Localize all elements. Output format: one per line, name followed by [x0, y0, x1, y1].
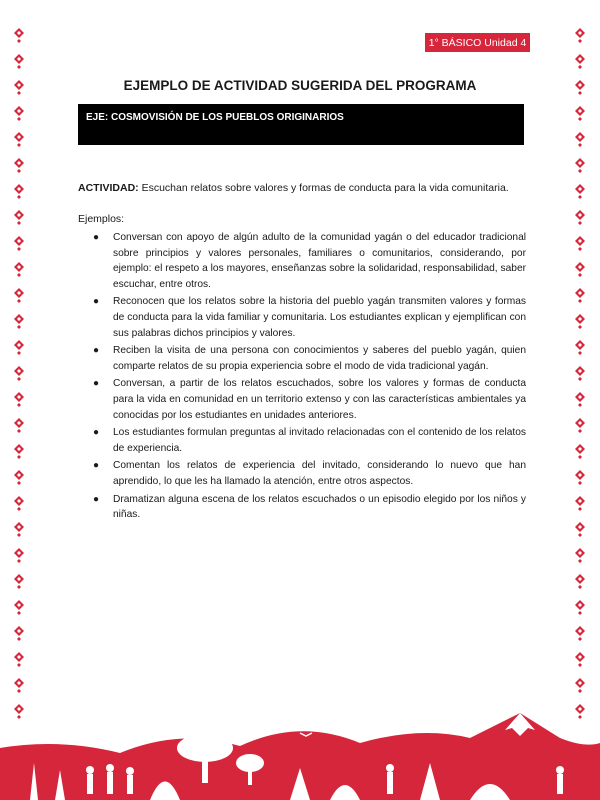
list-item [78, 294, 526, 341]
activity-label: ACTIVIDAD: [78, 182, 139, 194]
examples-list [78, 230, 526, 525]
list-item-text: Los estudiantes formulan preguntas al invitado relacionadas con el contenido de los relatos de experiencia. [113, 427, 526, 454]
list-item-text: Conversan con apoyo de algún adulto de la comunidad yagán o del educador tradicional sobre principios y valores personales, familiares o comunitarios, considerando, por ejemplo: el respeto a los mayores, enseñanzas sobre la solidaridad, responsabilidad, saber escuchar, entre otros. [113, 232, 526, 290]
list-item [78, 492, 526, 523]
examples-label: Ejemplos: [78, 213, 125, 225]
activity-statement [78, 182, 528, 194]
footer-landscape-illustration [0, 708, 600, 800]
activity-text: Escuchan relatos sobre valores y formas de conducta para la vida comunitaria. [141, 182, 509, 194]
list-item [78, 376, 526, 423]
unit-tab: 1° BÁSICO Unidad 4 [425, 33, 530, 52]
list-item [78, 230, 526, 292]
bullet-icon: ● [93, 378, 100, 390]
list-item-text: Dramatizan alguna escena de los relatos escuchados o un episodio elegido por los niños y niñas. [113, 493, 526, 521]
bullet-icon: ● [93, 493, 100, 505]
axis-heading-text: EJE: COSMOVISIÓN DE LOS PUEBLOS ORIGINARIOS [86, 112, 344, 123]
left-ornament-border [12, 28, 26, 728]
bullet-icon: ● [93, 296, 100, 308]
bullet-icon: ● [93, 460, 100, 472]
bullet-icon: ● [93, 232, 100, 243]
page-title: EJEMPLO DE ACTIVIDAD SUGERIDA DEL PROGRAMA [123, 78, 477, 93]
right-ornament-border [573, 28, 587, 728]
list-item-text: Comentan los relatos de experiencia del invitado, considerando lo nuevo que han aprendido, lo que les ha llamado la atención, entre otros aspectos. [113, 460, 526, 487]
list-item-text: Reciben la visita de una persona con conocimientos y saberes del pueblo yagán, quien comparte relatos de su propia experiencia sobre el modo de vida tradicional yagán. [113, 345, 526, 372]
list-item [78, 458, 526, 489]
bullet-icon: ● [93, 345, 100, 357]
bullet-icon: ● [93, 427, 100, 439]
list-item [78, 425, 526, 456]
list-item-text: Conversan, a partir de los relatos escuchados, sobre los valores y formas de conducta para la vida en comunidad en un territorio extenso y con las características ambientales ya conocidas por los estudiantes en unidades anteriores. [113, 378, 526, 421]
list-item-text: Reconocen que los relatos sobre la historia del pueblo yagán transmiten valores y formas de conducta para la vida familiar y comunitaria. Los estudiantes explican y ejemplifican con sus palabras dichos principios y valores. [113, 296, 526, 339]
axis-heading [78, 104, 524, 145]
list-item [78, 343, 526, 374]
